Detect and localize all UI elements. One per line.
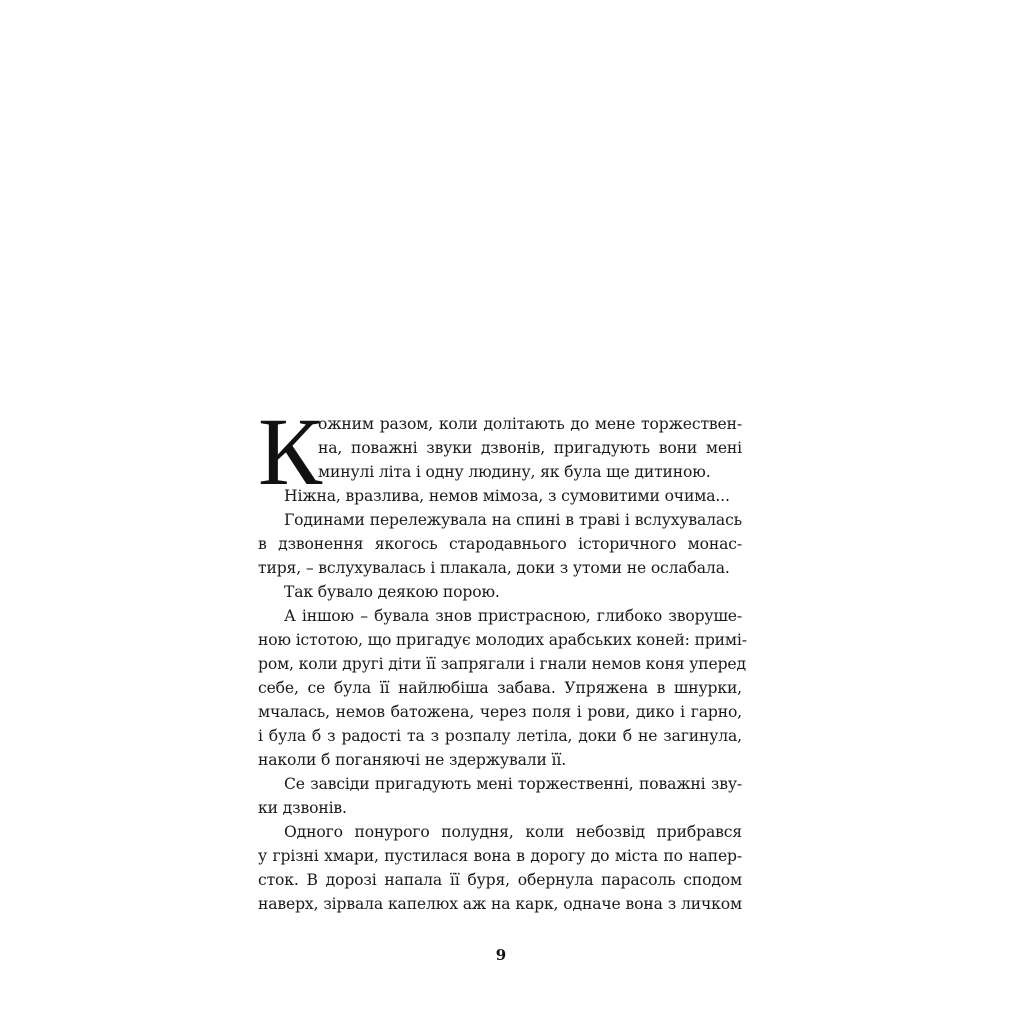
- text-line: А іншою – бувала знов пристрасною, глибоко зворуше-: [284, 607, 742, 625]
- text-line: ки дзвонів.: [258, 799, 347, 817]
- text-line: ною істотою, що пригадує молодих арабських коней: примі-: [258, 631, 747, 649]
- text-line: ожним разом, коли долітають до мене торжествен-: [318, 415, 742, 433]
- text-line: тиря, – вслухувалась і плакала, доки з утоми не ослабала.: [258, 559, 730, 577]
- text-line: наколи б поганяючі не здержували її.: [258, 751, 567, 769]
- text-line: минулі літа і одну людину, як була ще дитиною.: [318, 463, 711, 481]
- text-line: наверх, зірвала капелюх аж на карк, одначе вона з личком: [258, 895, 742, 913]
- text-line: Годинами перележувала на спині в траві і вслухувалась: [284, 511, 742, 529]
- text-line: у грізні хмари, пустилася вона в дорогу до міста по напер-: [258, 847, 742, 865]
- text-line: Се завсіди пригадують мені торжественні, поважні зву-: [284, 775, 742, 793]
- text-line: Одного понурого полудня, коли небозвід прибрався: [284, 823, 742, 841]
- text-line: сток. В дорозі напала її буря, обернула парасоль сподом: [258, 871, 742, 889]
- text-line: і була б з радості та з розпалу летіла, доки б не загинула,: [258, 727, 742, 745]
- text-line: себе, се була її найлюбіша забава. Упряжена в шнурки,: [258, 679, 742, 697]
- text-line: Ніжна, вразлива, немов мімоза, з сумовитими очима...: [284, 487, 730, 505]
- page-number: 9: [495, 946, 507, 964]
- text-line: Так бувало деякою порою.: [284, 583, 500, 601]
- body-text: [258, 412, 747, 916]
- text-line: ром, коли другі діти її запрягали і гнали немов коня уперед: [258, 655, 746, 673]
- drop-cap-letter: К: [258, 398, 323, 505]
- text-line: мчалась, немов батожена, через поля і рови, дико і гарно,: [258, 703, 742, 721]
- text-line: на, поважні звуки дзвонів, пригадують вони мені: [318, 439, 742, 457]
- text-line: в дзвонення якогось стародавнього історичного монас-: [258, 535, 742, 553]
